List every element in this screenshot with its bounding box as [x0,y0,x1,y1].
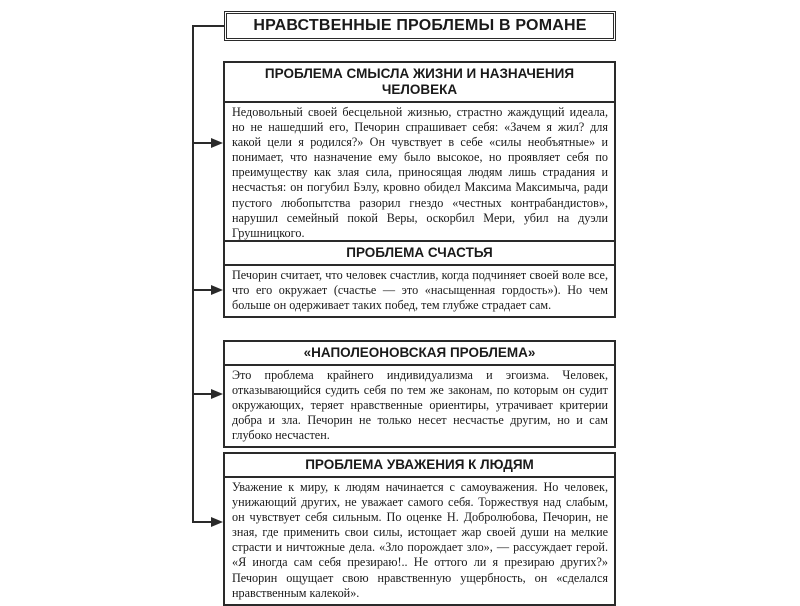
section-text: Это проблема крайнего индивидуализма и эгоизма. Человек, отказывающийся судить себя по тем же законам, по которым он судит окружающих, теряет нравственные ориентиры, утрачивает критерии добра и зла. Печорин не только несет несчастье другим, но и сам глубоко несчастен. [232,368,608,443]
arrow-2 [211,285,223,295]
arrow-1 [211,138,223,148]
section-heading: «НАПОЛЕОНОВСКАЯ ПРОБЛЕМА» [225,342,614,366]
connector-branch-1 [192,142,212,144]
diagram-title-text: НРАВСТВЕННЫЕ ПРОБЛЕМЫ В РОМАНЕ [253,17,587,34]
section-heading: ПРОБЛЕМА СМЫСЛА ЖИЗНИ И НАЗНАЧЕНИЯ ЧЕЛОВЕКА [225,63,614,103]
section-text: Недовольный своей бесцельной жизнью, страстно жаждущий идеала, но не нашедший его, Печорин спрашивает себя: «Зачем я жил? для какой цели я родился?» Он чувствует в себе «силы необъятные» и понимает, что назначение ему было высокое, но проявляет себя по преимуществу как злая сила, приносящая людям лишь страдания и несчастья: он погубил Бэлу, кровно обидел Максима Максимыча, ради пустого любопытства разорил гнездо «честных контрабандистов», нарушил семейный покой Веры, оскорбил Мери, убил на дуэли Грушницкого. [232,105,608,240]
connector-branch-2 [192,289,212,291]
section-text: Уважение к миру, к людям начинается с самоуважения. Но человек, унижающий других, не уважает самого себя. Торжествуя над слабым, он чувствует себя сильным. По оценке Н. Добролюбова, Печорин, не зная, где применить свои силы, истощает жар своей души на мелкие страсти и ничтожные дела. «Зло порождает зло», — рассуждает герой. «Я иногда сам себя презираю!.. Не оттого ли я презираю других?» Печорин ощущает свою нравственную ущербность, он «сделался нравственным калекой». [232,480,608,600]
section-heading: ПРОБЛЕМА УВАЖЕНИЯ К ЛЮДЯМ [225,454,614,478]
section-text: Печорин считает, что человек счастлив, когда подчиняет своей воле все, что его окружает (счастье — это «насыщенная гордость»). Но чем больше он одерживает таких побед, тем глубже страдает сам. [232,268,608,313]
connector-top-horizontal [192,25,224,27]
section-respect-for-people [223,452,616,606]
section-heading: ПРОБЛЕМА СЧАСТЬЯ [225,242,614,266]
diagram-title [224,11,616,41]
connector-branch-3 [192,393,212,395]
connector-vertical [192,25,194,523]
section-napoleonic-problem [223,340,616,448]
connector-branch-4 [192,521,212,523]
section-happiness [223,240,616,318]
section-meaning-of-life [223,61,616,246]
arrow-4 [211,517,223,527]
arrow-3 [211,389,223,399]
